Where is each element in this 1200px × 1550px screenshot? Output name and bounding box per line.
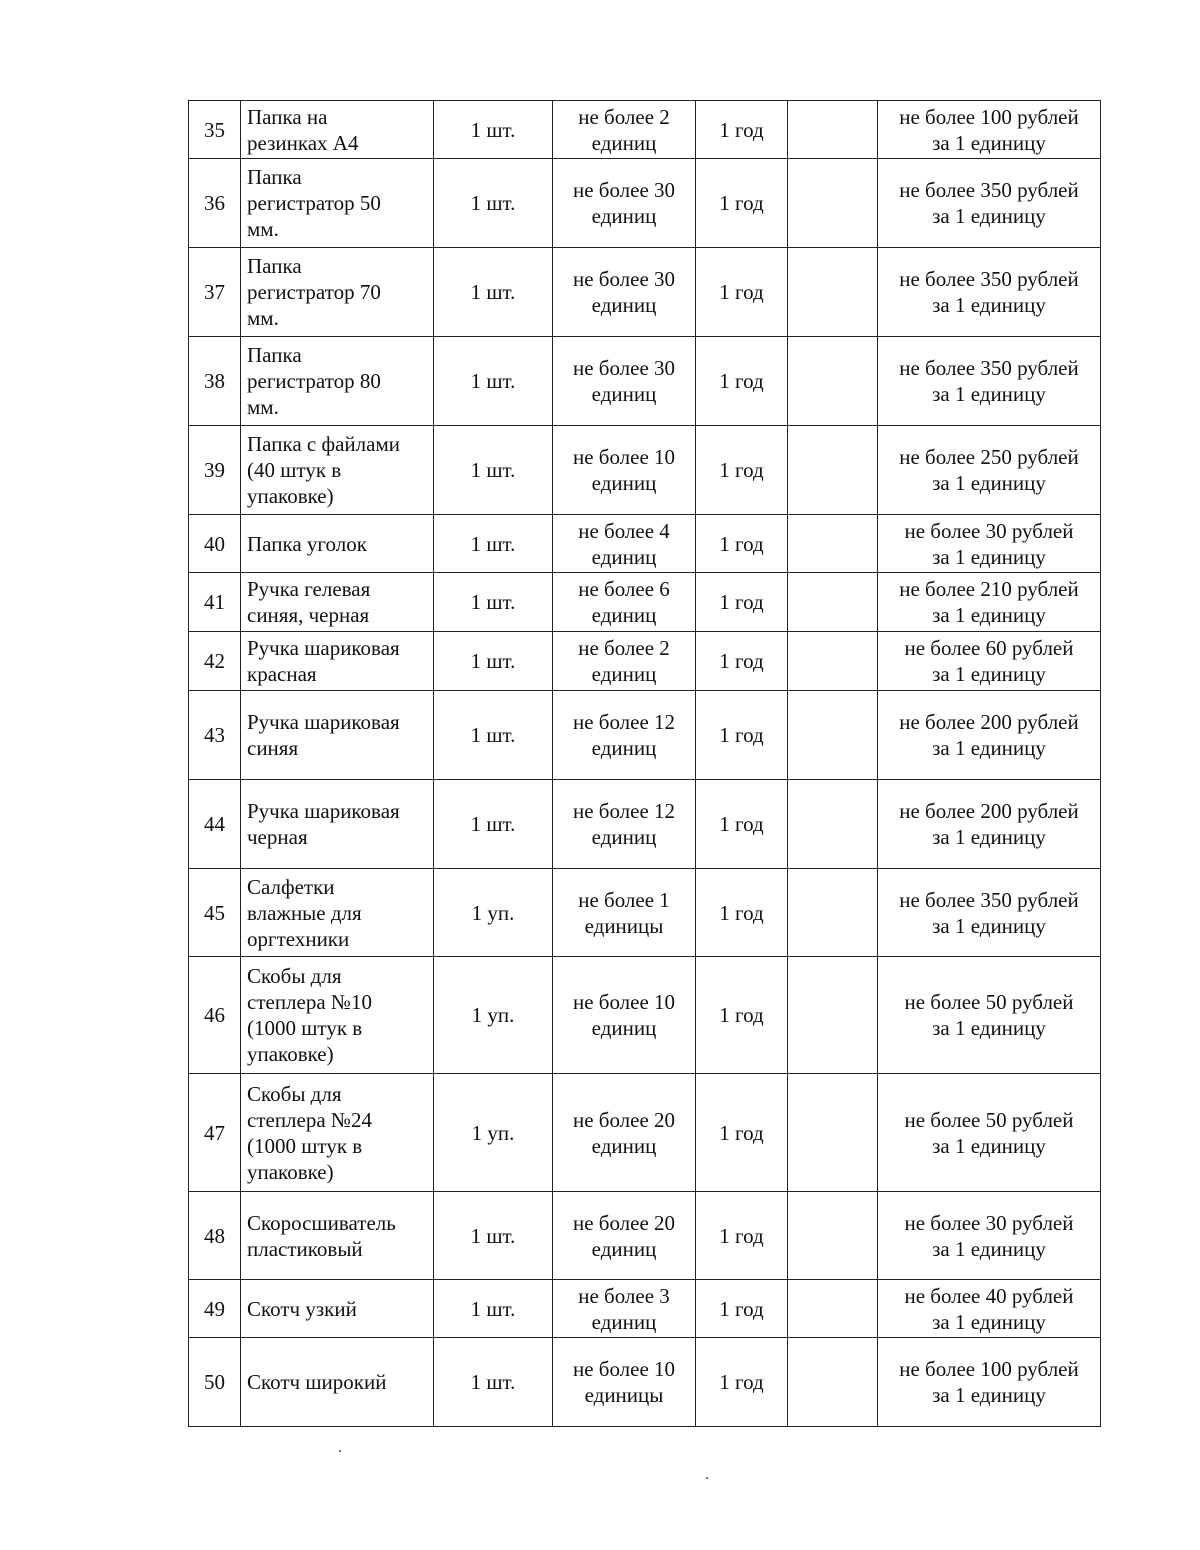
unit: 1 шт.: [434, 1192, 553, 1280]
table-body: [189, 101, 1101, 1427]
unit: 1 шт.: [434, 337, 553, 426]
unit: 1 шт.: [434, 101, 553, 159]
empty-cell: [788, 780, 878, 869]
supplies-table: [188, 100, 1101, 1427]
empty-cell: [788, 1338, 878, 1427]
term: 1 год: [696, 248, 788, 337]
item-name: Скоросшиватель пластиковый: [241, 1192, 434, 1280]
quantity: не более 10 единиц: [553, 426, 696, 515]
quantity: не более 10 единиц: [553, 957, 696, 1074]
row-number: 38: [189, 337, 241, 426]
item-name: Салфетки влажные для оргтехники: [241, 869, 434, 957]
unit: 1 уп.: [434, 1074, 553, 1192]
table-row: [189, 248, 1101, 337]
item-name: Папка регистратор 80 мм.: [241, 337, 434, 426]
price: не более 50 рублей за 1 единицу: [878, 1074, 1101, 1192]
price: не более 350 рублей за 1 единицу: [878, 248, 1101, 337]
table-row: [189, 957, 1101, 1074]
unit: 1 шт.: [434, 1338, 553, 1427]
row-number: 49: [189, 1280, 241, 1338]
term: 1 год: [696, 159, 788, 248]
item-name: Ручка шариковая красная: [241, 632, 434, 691]
empty-cell: [788, 101, 878, 159]
price: не более 30 рублей за 1 единицу: [878, 515, 1101, 573]
term: 1 год: [696, 1074, 788, 1192]
table-row: [189, 337, 1101, 426]
row-number: 43: [189, 691, 241, 780]
item-name: Ручка гелевая синяя, черная: [241, 573, 434, 632]
table-row: [189, 515, 1101, 573]
empty-cell: [788, 957, 878, 1074]
term: 1 год: [696, 869, 788, 957]
empty-cell: [788, 1280, 878, 1338]
quantity: не более 30 единиц: [553, 337, 696, 426]
empty-cell: [788, 869, 878, 957]
term: 1 год: [696, 426, 788, 515]
table-row: [189, 159, 1101, 248]
scan-speck: [706, 1477, 708, 1479]
table-row: [189, 426, 1101, 515]
quantity: не более 4 единиц: [553, 515, 696, 573]
term: 1 год: [696, 1192, 788, 1280]
item-name: Папка регистратор 50 мм.: [241, 159, 434, 248]
price: не более 40 рублей за 1 единицу: [878, 1280, 1101, 1338]
row-number: 42: [189, 632, 241, 691]
unit: 1 уп.: [434, 957, 553, 1074]
row-number: 36: [189, 159, 241, 248]
row-number: 48: [189, 1192, 241, 1280]
term: 1 год: [696, 573, 788, 632]
table-row: [189, 101, 1101, 159]
empty-cell: [788, 426, 878, 515]
empty-cell: [788, 691, 878, 780]
table-row: [189, 1192, 1101, 1280]
price: не более 50 рублей за 1 единицу: [878, 957, 1101, 1074]
quantity: не более 12 единиц: [553, 780, 696, 869]
term: 1 год: [696, 1280, 788, 1338]
row-number: 50: [189, 1338, 241, 1427]
price: не более 100 рублей за 1 единицу: [878, 1338, 1101, 1427]
unit: 1 шт.: [434, 515, 553, 573]
item-name: Папка с файлами (40 штук в упаковке): [241, 426, 434, 515]
term: 1 год: [696, 337, 788, 426]
quantity: не более 20 единиц: [553, 1074, 696, 1192]
table-row: [189, 869, 1101, 957]
quantity: не более 20 единиц: [553, 1192, 696, 1280]
unit: 1 шт.: [434, 159, 553, 248]
item-name: Скотч широкий: [241, 1338, 434, 1427]
table-row: [189, 573, 1101, 632]
item-name: Папка на резинках А4: [241, 101, 434, 159]
row-number: 37: [189, 248, 241, 337]
price: не более 210 рублей за 1 единицу: [878, 573, 1101, 632]
empty-cell: [788, 1192, 878, 1280]
empty-cell: [788, 1074, 878, 1192]
price: не более 100 рублей за 1 единицу: [878, 101, 1101, 159]
price: не более 200 рублей за 1 единицу: [878, 691, 1101, 780]
quantity: не более 6 единиц: [553, 573, 696, 632]
term: 1 год: [696, 780, 788, 869]
term: 1 год: [696, 957, 788, 1074]
price: не более 350 рублей за 1 единицу: [878, 159, 1101, 248]
unit: 1 шт.: [434, 632, 553, 691]
price: не более 30 рублей за 1 единицу: [878, 1192, 1101, 1280]
price: не более 350 рублей за 1 единицу: [878, 337, 1101, 426]
price: не более 60 рублей за 1 единицу: [878, 632, 1101, 691]
item-name: Скобы для степлера №24 (1000 штук в упаковке): [241, 1074, 434, 1192]
unit: 1 шт.: [434, 248, 553, 337]
row-number: 35: [189, 101, 241, 159]
table-row: [189, 632, 1101, 691]
unit: 1 шт.: [434, 780, 553, 869]
quantity: не более 10 единицы: [553, 1338, 696, 1427]
table-row: [189, 1074, 1101, 1192]
table-row: [189, 780, 1101, 869]
item-name: Ручка шариковая синяя: [241, 691, 434, 780]
empty-cell: [788, 159, 878, 248]
item-name: Скотч узкий: [241, 1280, 434, 1338]
quantity: не более 30 единиц: [553, 248, 696, 337]
empty-cell: [788, 573, 878, 632]
price: не более 200 рублей за 1 единицу: [878, 780, 1101, 869]
item-name: Ручка шариковая черная: [241, 780, 434, 869]
empty-cell: [788, 248, 878, 337]
quantity: не более 2 единиц: [553, 632, 696, 691]
term: 1 год: [696, 632, 788, 691]
row-number: 46: [189, 957, 241, 1074]
row-number: 47: [189, 1074, 241, 1192]
quantity: не более 1 единицы: [553, 869, 696, 957]
scan-speck: [339, 1450, 341, 1452]
row-number: 45: [189, 869, 241, 957]
empty-cell: [788, 515, 878, 573]
quantity: не более 3 единиц: [553, 1280, 696, 1338]
table-row: [189, 1338, 1101, 1427]
empty-cell: [788, 632, 878, 691]
quantity: не более 12 единиц: [553, 691, 696, 780]
unit: 1 шт.: [434, 691, 553, 780]
table-row: [189, 691, 1101, 780]
item-name: Скобы для степлера №10 (1000 штук в упаковке): [241, 957, 434, 1074]
unit: 1 шт.: [434, 573, 553, 632]
unit: 1 шт.: [434, 426, 553, 515]
term: 1 год: [696, 515, 788, 573]
row-number: 39: [189, 426, 241, 515]
table-row: [189, 1280, 1101, 1338]
unit: 1 уп.: [434, 869, 553, 957]
term: 1 год: [696, 691, 788, 780]
quantity: не более 30 единиц: [553, 159, 696, 248]
unit: 1 шт.: [434, 1280, 553, 1338]
item-name: Папка уголок: [241, 515, 434, 573]
item-name: Папка регистратор 70 мм.: [241, 248, 434, 337]
price: не более 350 рублей за 1 единицу: [878, 869, 1101, 957]
term: 1 год: [696, 1338, 788, 1427]
quantity: не более 2 единиц: [553, 101, 696, 159]
term: 1 год: [696, 101, 788, 159]
row-number: 40: [189, 515, 241, 573]
row-number: 44: [189, 780, 241, 869]
row-number: 41: [189, 573, 241, 632]
empty-cell: [788, 337, 878, 426]
price: не более 250 рублей за 1 единицу: [878, 426, 1101, 515]
